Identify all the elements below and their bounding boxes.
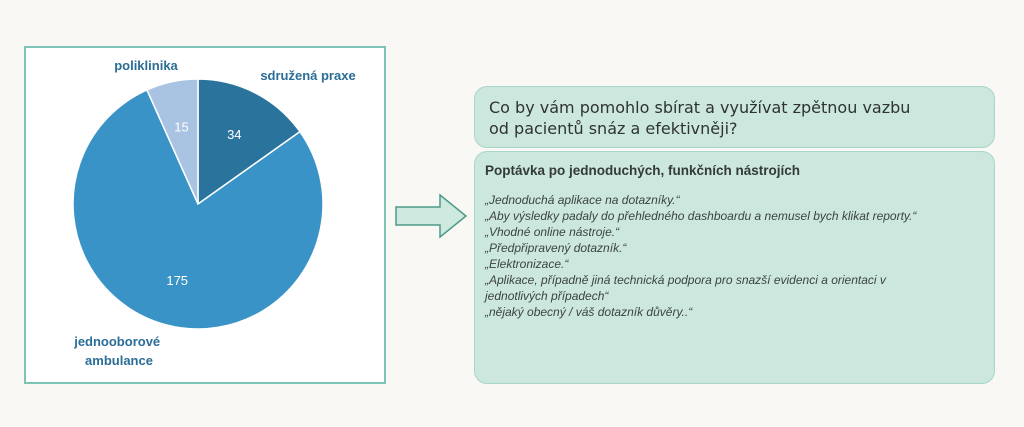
category-label-poliklinika: poliklinika [114,58,178,73]
slice-value-label-0: 34 [227,126,242,142]
answer-box [474,151,995,384]
question-line-2: od pacientů snáz a efektivněji? [489,119,738,138]
quote-item: „Elektronizace.“ [485,257,569,271]
quote-item: „Vhodné online nástroje.“ [485,225,620,239]
quote-item: „Aby výsledky padaly do přehledného dashboardu a nemusel bych klikat reporty.“ [485,209,917,223]
quote-list [485,192,984,320]
quote-item: „nějaký obecný / váš dotazník důvěry..“ [485,305,693,319]
quote-item: „Předpřipravený dotazník.“ [485,241,627,255]
quote-item: „Aplikace, případně jiná technická podpora pro snazší evidenci a orientaci v [485,273,886,287]
answer-title: Poptávka po jednoduchých, funkčních nástrojích [485,163,801,178]
right-arrow-icon [394,192,470,240]
quote-item: „Jednoduchá aplikace na dotazníky.“ [485,193,680,207]
question-line-1: Co by vám pomohlo sbírat a využívat zpětnou vazbu [489,98,911,117]
category-label-jednooborove-ambulance: jednooborové ambulance [74,334,161,368]
pie-chart [26,48,384,382]
category-label-sdruzena-praxe: sdružená praxe [260,68,356,83]
slice-value-label-2: 15 [174,119,189,135]
quote-item: jednotlivých případech“ [485,289,609,303]
slice-value-label-1: 175 [166,273,189,289]
question-box [474,86,995,148]
pie-chart-frame [24,46,386,384]
